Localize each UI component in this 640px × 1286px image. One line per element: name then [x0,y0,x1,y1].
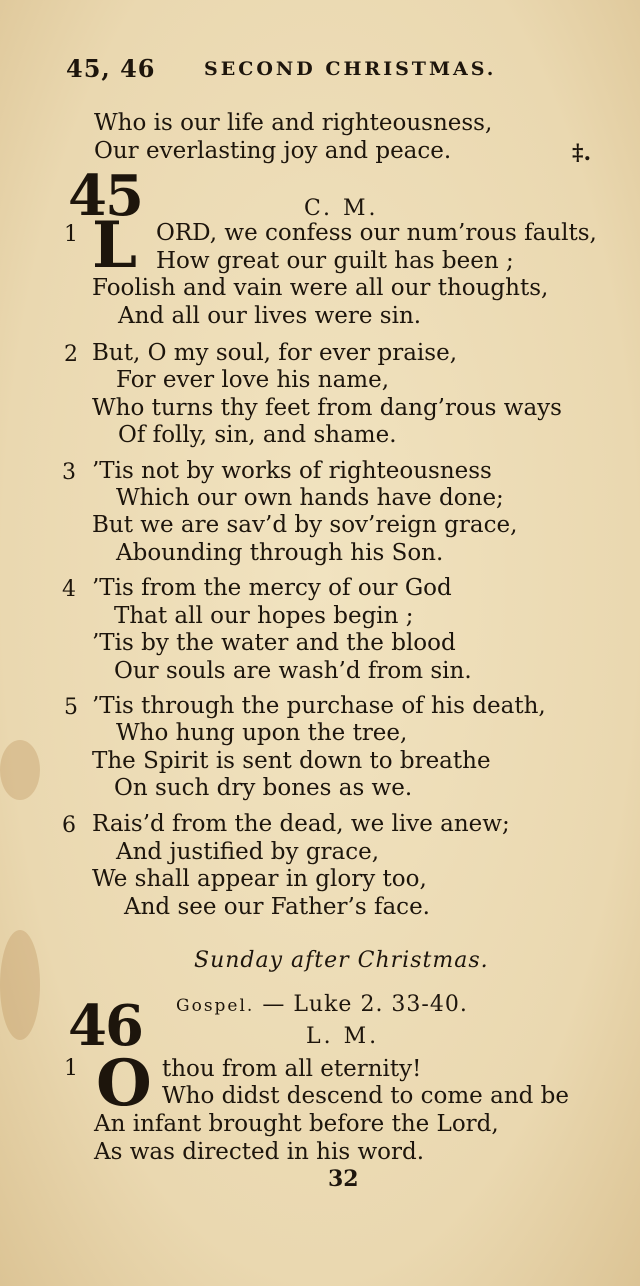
verse-line: But we are sav’d by sov’reign grace, [92,512,518,538]
hymn-number: 45 [68,163,142,229]
continuation-line: Who is our life and righteousness, [94,110,493,136]
verse-number: 6 [62,813,76,838]
gospel-reference [176,992,468,1017]
hymn-meter: C. M. [304,196,379,221]
verse-line: An infant brought before the Lord, [94,1111,499,1137]
verse-line: ’Tis by the water and the blood [92,630,456,656]
paper-stain [0,930,40,1040]
verse-line: Who turns thy feet from dang’rous ways [92,395,562,421]
verse-line: Rais’d from the dead, we live anew; [92,811,510,837]
verse-line: Who hung upon the tree, [116,720,408,746]
section-title: Sunday after Christmas. [194,948,489,973]
verse-line: And see our Father’s face. [124,894,430,920]
verse-line: Our souls are wash’d from sin. [114,658,472,684]
verse-line: On such dry bones as we. [114,775,413,801]
drop-cap: L [92,208,137,283]
ornament-mark: ‡. [572,140,592,166]
continuation-line: Our everlasting joy and peace. [94,138,452,164]
gospel-label: Gospel. [176,996,255,1016]
paper-stain [0,740,40,800]
verse-line: ’Tis through the purchase of his death, [92,693,546,719]
drop-cap: O [96,1046,152,1121]
verse-line: Abounding through his Son. [116,540,444,566]
verse-line: For ever love his name, [116,367,390,393]
verse-number: 5 [64,695,78,720]
verse-line: ORD, we confess our num’rous faults, [156,220,597,246]
page-number: 32 [328,1166,359,1192]
verse-line: Of folly, sin, and shame. [118,422,397,448]
verse-line: But, O my soul, for ever praise, [92,340,458,366]
header-title: SECOND CHRISTMAS. [204,58,497,80]
verse-number: 3 [62,460,76,485]
verse-line: Foolish and vain were all our thoughts, [92,275,549,301]
gospel-citation: — Luke 2. 33-40. [262,992,468,1017]
hymn-number: 46 [68,993,142,1059]
verse-line: As was directed in his word. [94,1139,425,1165]
verse-line: ’Tis from the mercy of our God [92,575,452,601]
verse-line: ’Tis not by works of righteousness [92,458,492,484]
verse-line: thou from all eternity! [162,1056,422,1082]
verse-number: 4 [62,577,76,602]
verse-line: And all our lives were sin. [118,303,422,329]
hymn-meter: L. M. [306,1024,380,1049]
verse-number: 2 [64,342,78,367]
header-hymn-numbers: 45, 46 [66,54,156,83]
verse-line: That all our hopes begin ; [114,603,414,629]
verse-line: Who didst descend to come and be [162,1083,570,1109]
verse-line: And justified by grace, [116,839,380,865]
verse-line: How great our guilt has been ; [156,248,514,274]
verse-line: We shall appear in glory too, [92,866,427,892]
verse-line: The Spirit is sent down to breathe [92,748,491,774]
verse-number: 1 [64,222,78,247]
verse-line: Which our own hands have done; [116,485,504,511]
verse-number: 1 [64,1056,78,1081]
